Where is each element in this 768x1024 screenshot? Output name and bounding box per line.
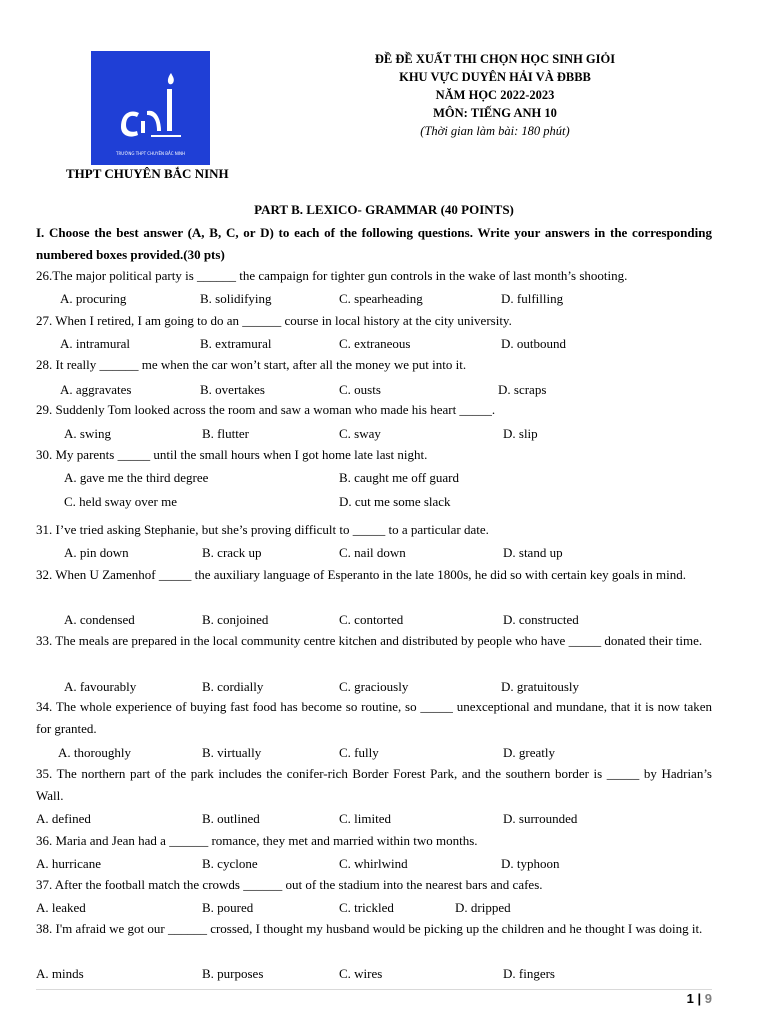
question-33: 33. The meals are prepared in the local community centre kitchen and distributed by people who have _____ donated their time. — [36, 633, 703, 648]
option-d: D. fingers — [503, 966, 555, 981]
option-c: C. held sway over me — [64, 494, 178, 509]
option-b: B. extramural — [200, 336, 272, 351]
page-footer — [687, 991, 712, 1006]
option-c: C. limited — [339, 811, 391, 826]
option-c: C. trickled — [339, 900, 394, 915]
school-logo-icon — [91, 51, 210, 165]
option-b: B. cordially — [202, 679, 264, 694]
option-b: B. virtually — [202, 745, 262, 760]
option-b: B. caught me off guard — [339, 470, 459, 485]
option-a: A. favourably — [64, 679, 137, 694]
option-b: B. crack up — [202, 545, 262, 560]
question-28: 28. It really ______ me when the car won’t start, after all the money we put into it. — [36, 357, 467, 372]
question-38: 38. I'm afraid we got our ______ crossed, I thought my husband would be picking up the children and he thought I was doing it. — [36, 921, 703, 936]
option-a: A. gave me the third degree — [64, 470, 209, 485]
question-30: 30. My parents _____ until the small hours when I got home late last night. — [36, 447, 428, 462]
option-a: A. defined — [36, 811, 91, 826]
option-a: A. hurricane — [36, 856, 101, 871]
footer-divider — [36, 989, 712, 990]
option-d: D. typhoon — [501, 856, 560, 871]
option-c: C. sway — [339, 426, 381, 441]
option-a: A. pin down — [64, 545, 129, 560]
option-d: D. gratuitously — [501, 679, 579, 694]
option-b: B. outlined — [202, 811, 260, 826]
option-c: C. whirlwind — [339, 856, 408, 871]
part-title: PART B. LEXICO- GRAMMAR (40 POINTS) — [254, 202, 514, 217]
option-a: A. leaked — [36, 900, 86, 915]
option-d: D. cut me some slack — [339, 494, 451, 509]
question-37: 37. After the football match the crowds ______ out of the stadium into the nearest bars and cafes. — [36, 877, 543, 892]
option-c: C. wires — [339, 966, 383, 981]
header-line-2: KHU VỰC DUYÊN HẢI VÀ ĐBBB — [399, 70, 591, 84]
option-d: D. slip — [503, 426, 538, 441]
question-27: 27. When I retired, I am going to do an ______ course in local history at the city university. — [36, 313, 512, 328]
option-a: A. aggravates — [60, 382, 132, 397]
question-31: 31. I’ve tried asking Stephanie, but she’s proving difficult to _____ to a particular date. — [36, 522, 489, 537]
header-line-4: MÔN: TIẾNG ANH 10 — [433, 106, 557, 120]
option-a: A. minds — [36, 966, 84, 981]
page-number: 1 — [686, 991, 694, 1006]
header-time: (Thời gian làm bài: 180 phút) — [420, 124, 570, 138]
exam-header — [330, 50, 660, 140]
option-d: D. fulfilling — [501, 291, 564, 306]
question-29: 29. Suddenly Tom looked across the room and saw a woman who made his heart _____. — [36, 402, 496, 417]
option-b: B. flutter — [202, 426, 249, 441]
option-c: C. nail down — [339, 545, 406, 560]
option-c: C. graciously — [339, 679, 409, 694]
option-a: A. procuring — [60, 291, 127, 306]
page-total: 9 — [704, 991, 712, 1006]
option-b: B. conjoined — [202, 612, 269, 627]
option-a: A. swing — [64, 426, 111, 441]
header-line-1: ĐỀ ĐỀ XUẤT THI CHỌN HỌC SINH GIỎI — [374, 52, 616, 66]
option-d: D. greatly — [503, 745, 555, 760]
option-d: D. outbound — [501, 336, 566, 351]
option-b: B. solidifying — [200, 291, 272, 306]
option-a: A. condensed — [64, 612, 135, 627]
instruction: I. Choose the best answer (A, B, C, or D) to each of the following questions. Write your answers in the corresponding numbered boxes provided.(30 pts) — [36, 225, 712, 262]
option-d: D. scraps — [498, 382, 547, 397]
school-name: THPT CHUYÊN BẮC NINH — [66, 166, 229, 181]
page-separator: | — [697, 991, 702, 1006]
option-b: B. purposes — [202, 966, 264, 981]
option-d: D. dripped — [455, 900, 511, 915]
option-a: A. intramural — [60, 336, 131, 351]
option-b: B. overtakes — [200, 382, 265, 397]
question-36: 36. Maria and Jean had a ______ romance, they met and married within two months. — [36, 833, 478, 848]
option-d: D. surrounded — [503, 811, 578, 826]
header-line-3: NĂM HỌC 2022-2023 — [435, 88, 555, 102]
option-b: B. poured — [202, 900, 254, 915]
option-a: A. thoroughly — [58, 745, 131, 760]
option-d: D. constructed — [503, 612, 579, 627]
logo-caption: TRƯỜNG THPT CHUYÊN BẮC NINH — [116, 151, 185, 156]
option-b: B. cyclone — [202, 856, 258, 871]
option-c: C. extraneous — [339, 336, 411, 351]
question-32: 32. When U Zamenhof _____ the auxiliary language of Esperanto in the late 1800s, he did so with certain key goals in mind. — [36, 567, 686, 582]
question-35: 35. The northern part of the park includes the conifer-rich Border Forest Park, and the southern border is _____ by Hadrian’s Wall. — [36, 766, 712, 803]
school-logo — [91, 51, 210, 165]
option-c: C. contorted — [339, 612, 404, 627]
option-d: D. stand up — [503, 545, 563, 560]
question-34: 34. The whole experience of buying fast food has become so routine, so _____ unexceptional and mundane, that it is now taken for granted. — [36, 699, 712, 736]
option-c: C. spearheading — [339, 291, 423, 306]
question-26: 26.The major political party is ______ the campaign for tighter gun controls in the wake of last month’s shooting. — [36, 268, 628, 283]
option-c: C. fully — [339, 745, 379, 760]
option-c: C. ousts — [339, 382, 381, 397]
